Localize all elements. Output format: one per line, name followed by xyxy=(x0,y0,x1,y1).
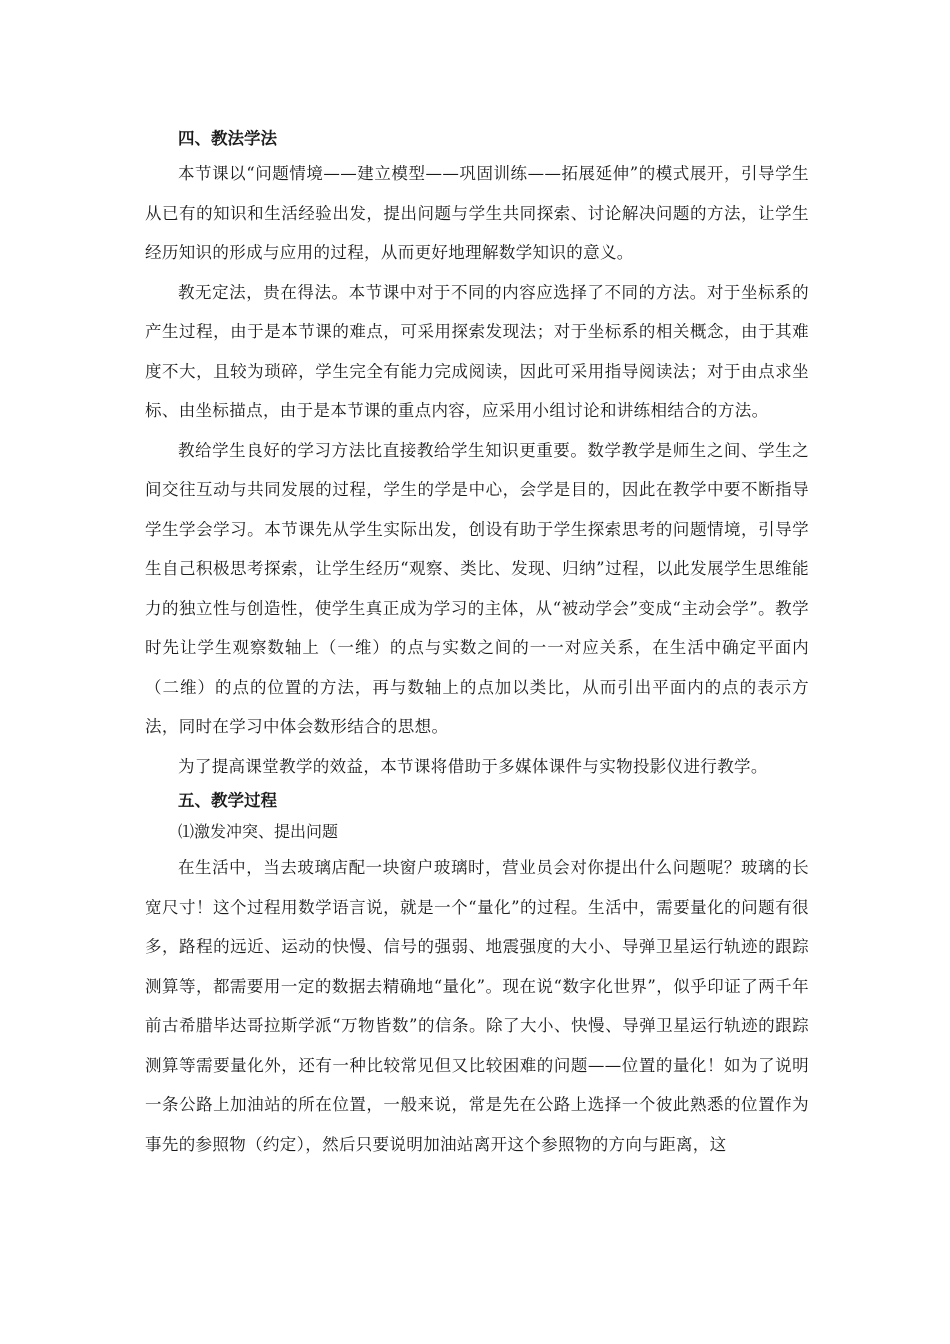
paragraph: 教给学生良好的学习方法比直接教给学生知识更重要。数学教学是师生之间、学生之间交往互动与共同发展的过程，学生的学是中心，会学是目的，因此在教学中要不断指导学生学会学习。本节课先从学生实际出发，创设有助于学生探索思考的问题情境，引导学生自己积极思考探索，让学生经历“观察、类比、发现、归纳”过程，以此发展学生思维能力的独立性与创造性，使学生真正成为学习的主体，从“被动学会”变成“主动会学”。教学时先让学生观察数轴上（一维）的点与实数之间的一一对应关系，在生活中确定平面内（二维）的点的位置的方法，再与数轴上的点加以类比，从而引出平面内的点的表示方法，同时在学习中体会数形结合的思想。 xyxy=(145,440,809,736)
section-heading-teaching-process: 五、教学过程 xyxy=(178,791,277,810)
section-heading-teaching-methods: 四、教法学法 xyxy=(178,129,277,148)
paragraph: 本节课以“问题情境——建立模型——巩固训练——拓展延伸”的模式展开，引导学生从已有的知识和生活经验出发，提出问题与学生共同探索、讨论解决问题的方法，让学生经历知识的形成与应用的过程，从而更好地理解数学知识的意义。 xyxy=(145,164,809,262)
paragraph: 为了提高课堂教学的效益，本节课将借助于多媒体课件与实物投影仪进行教学。 xyxy=(178,756,768,776)
paragraph: 教无定法，贵在得法。本节课中对于不同的内容应选择了不同的方法。对于坐标系的产生过程，由于是本节课的难点，可采用探索发现法；对于坐标系的相关概念，由于其难度不大，且较为琐碎，学生完全有能力完成阅读，因此可采用指导阅读法；对于由点求坐标、由坐标描点，由于是本节课的重点内容，应采用小组讨论和讲练相结合的方法。 xyxy=(145,282,809,420)
paragraph: 在生活中，当去玻璃店配一块窗户玻璃时，营业员会对你提出什么问题呢？玻璃的长宽尺寸！这个过程用数学语言说，就是一个“量化”的过程。生活中，需要量化的问题有很多，路程的远近、运动的快慢、信号的强弱、地震强度的大小、导弹卫星运行轨迹的跟踪测算等，都需要用一定的数据去精确地“量化”。现在说“数字化世界”，似乎印证了两千年前古希腊毕达哥拉斯学派“万物皆数”的信条。除了大小、快慢、导弹卫星运行轨迹的跟踪测算等需要量化外，还有一种比较常见但又比较困难的问题——位置的量化！如为了说明一条公路上加油站的所在位置，一般来说，常是先在公路上选择一个彼此熟悉的位置作为事先的参照物（约定），然后只要说明加油站离开这个参照物的方向与距离，这 xyxy=(145,858,809,1154)
document-body xyxy=(145,124,809,1164)
subsection-heading: ⑴激发冲突、提出问题 xyxy=(178,822,339,841)
